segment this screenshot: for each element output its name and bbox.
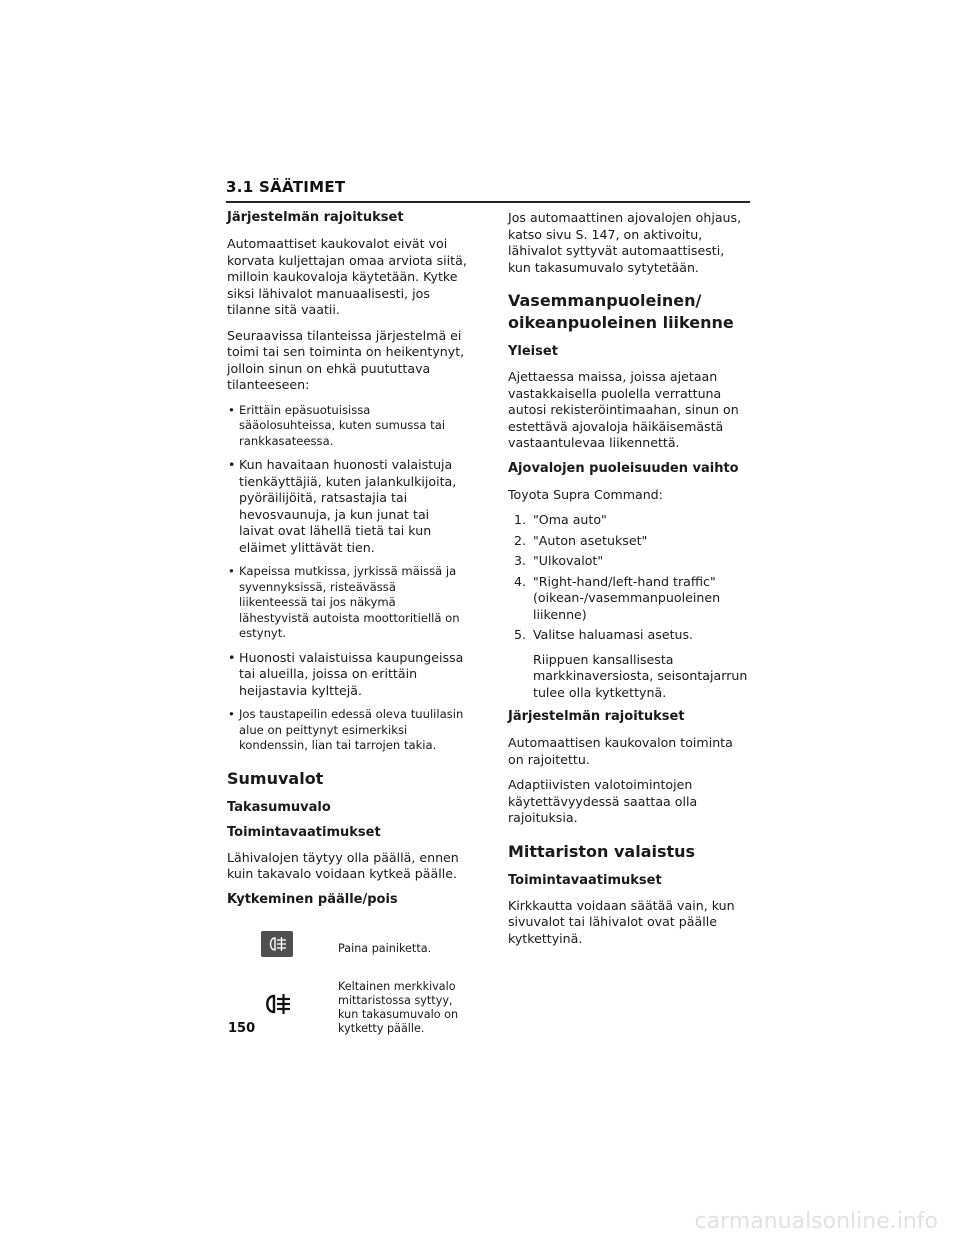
- list-item: 3. "Ulkovalot": [514, 553, 604, 568]
- fog-light-icon-table: [227, 918, 467, 1036]
- heading-toimintavaatimukset-2: Toimintavaatimukset: [508, 872, 662, 888]
- list-item: 4. "Right-hand/left-hand traffic" (oikean-/vasemmanpuoleinen liikenne): [514, 573, 721, 622]
- heading-liikenne: Vasemmanpuoleinen/ oikeanpuoleinen liikenne: [508, 291, 734, 332]
- icon-row-button: [227, 918, 467, 970]
- rear-fog-indicator-icon: [261, 992, 293, 1020]
- list-item: 5. Valitse haluamasi asetus.: [514, 627, 694, 642]
- paragraph-ajovalojen-ohjaus: Jos automaattinen ajovalojen ohjaus, katso sivu S. 147, on aktivoitu, lähivalot syttyvät automaattisesti, kun takasumuvalo sytytetään.: [508, 210, 742, 275]
- list-item: 2. "Auton asetukset": [514, 532, 648, 548]
- heading-mittariston-valaistus: Mittariston valaistus: [508, 841, 696, 861]
- heading-takasumuvalo: Takasumuvalo: [227, 799, 331, 815]
- heading-sumuvalot: Sumuvalot: [227, 768, 324, 788]
- step-note: Riippuen kansallisesta markkinaversiosta, seisontajarrun tulee olla kytkettynä.: [533, 651, 748, 700]
- limitations-list: [227, 403, 467, 754]
- rear-fog-button-icon[interactable]: [261, 931, 293, 957]
- watermark: carmanualsonline.info: [694, 1209, 938, 1234]
- heading-kytkeminen: Kytkeminen päälle/pois: [227, 891, 398, 907]
- section-header: [226, 178, 750, 203]
- paragraph-kaukovalo-rajoitettu: Automaattisen kaukovalon toiminta on rajoitettu.: [508, 735, 733, 767]
- paragraph-automaattiset-kaukovalot: Automaattiset kaukovalot eivät voi korvata kuljettajan omaa arviota siitä, milloin kaukovaloja käytetään. Kytke siksi lähivalot manuaalisesti, jos tilanne sitä vaatii.: [227, 236, 467, 317]
- list-item: • Kun havaitaan huonosti valaistuja tienkäyttäjiä, kuten jalankulkijoita, pyöräilijöitä, ratsastajia tai hevosvaunuja, ja kun junat tai laivat ovat lähellä tietä tai kun eläimet ylittävät tien.: [227, 457, 467, 556]
- heading-jarjestelman-rajoitukset: Järjestelmän rajoitukset: [227, 210, 404, 225]
- list-item: • Erittäin epäsuotuisissa sääolosuhteissa, kuten sumussa tai rankkasateessa.: [227, 403, 467, 450]
- section-title: 3.1 SÄÄTIMET: [226, 178, 346, 196]
- page-number: 150: [228, 1021, 256, 1036]
- paragraph-kirkkaus: Kirkkautta voidaan säätää vain, kun sivuvalot tai lähivalot ovat päälle kytkettyinä.: [508, 897, 735, 946]
- left-column: [227, 210, 467, 1036]
- paragraph-seuraavissa-tilanteissa: Seuraavissa tilanteissa järjestelmä ei toimi tai sen toiminta on heikentynyt, jolloin sinun on ehkä puututtava tilanteeseen:: [227, 327, 465, 392]
- list-item: • Huonosti valaistuissa kaupungeissa tai alueilla, joissa on erittäin heijastavia kylttejä.: [227, 650, 467, 700]
- heading-yleiset: Yleiset: [508, 344, 558, 359]
- icon-row-indicator: [227, 980, 467, 1036]
- icon-description: Paina painiketta.: [338, 941, 432, 955]
- heading-toimintavaatimukset: Toimintavaatimukset: [227, 824, 381, 840]
- heading-jarjestelman-rajoitukset-2: Järjestelmän rajoitukset: [508, 709, 685, 724]
- section-divider: [226, 201, 750, 203]
- heading-puoleisuuden-vaihto: Ajovalojen puoleisuuden vaihto: [508, 460, 739, 476]
- paragraph-adaptiiviset: Adaptiivisten valotoimintojen käytettävyydessä saattaa olla rajoituksia.: [508, 777, 698, 825]
- paragraph-yleiset: Ajettaessa maissa, joissa ajetaan vastakkaisella puolella verrattuna autosi rekisteröintimaahan, sinun on estettävä ajovaloja häikäisemästä vastaantulevaa liikennettä.: [508, 369, 739, 450]
- settings-steps: [508, 512, 750, 644]
- right-column: [508, 210, 750, 956]
- icon-description: Keltainen merkkivalo mittaristossa syttyy, kun takasumuvalo on kytketty päälle.: [338, 979, 459, 1035]
- paragraph-lahivalot: Lähivalojen täytyy olla päällä, ennen kuin takavalo voidaan kytkeä päälle.: [227, 849, 459, 881]
- paragraph-supra-command: Toyota Supra Command:: [508, 486, 663, 502]
- list-item: • Jos taustapeilin edessä oleva tuulilasin alue on peittynyt esimerkiksi kondenssin, lian tai tarrojen takia.: [227, 707, 467, 754]
- list-item: • Kapeissa mutkissa, jyrkissä mäissä ja syvennyksissä, risteävässä liikenteessä tai jos näkymä lähestyvistä autoista moottoritiellä on estynyt.: [227, 564, 467, 642]
- list-item: 1. "Oma auto": [514, 512, 607, 527]
